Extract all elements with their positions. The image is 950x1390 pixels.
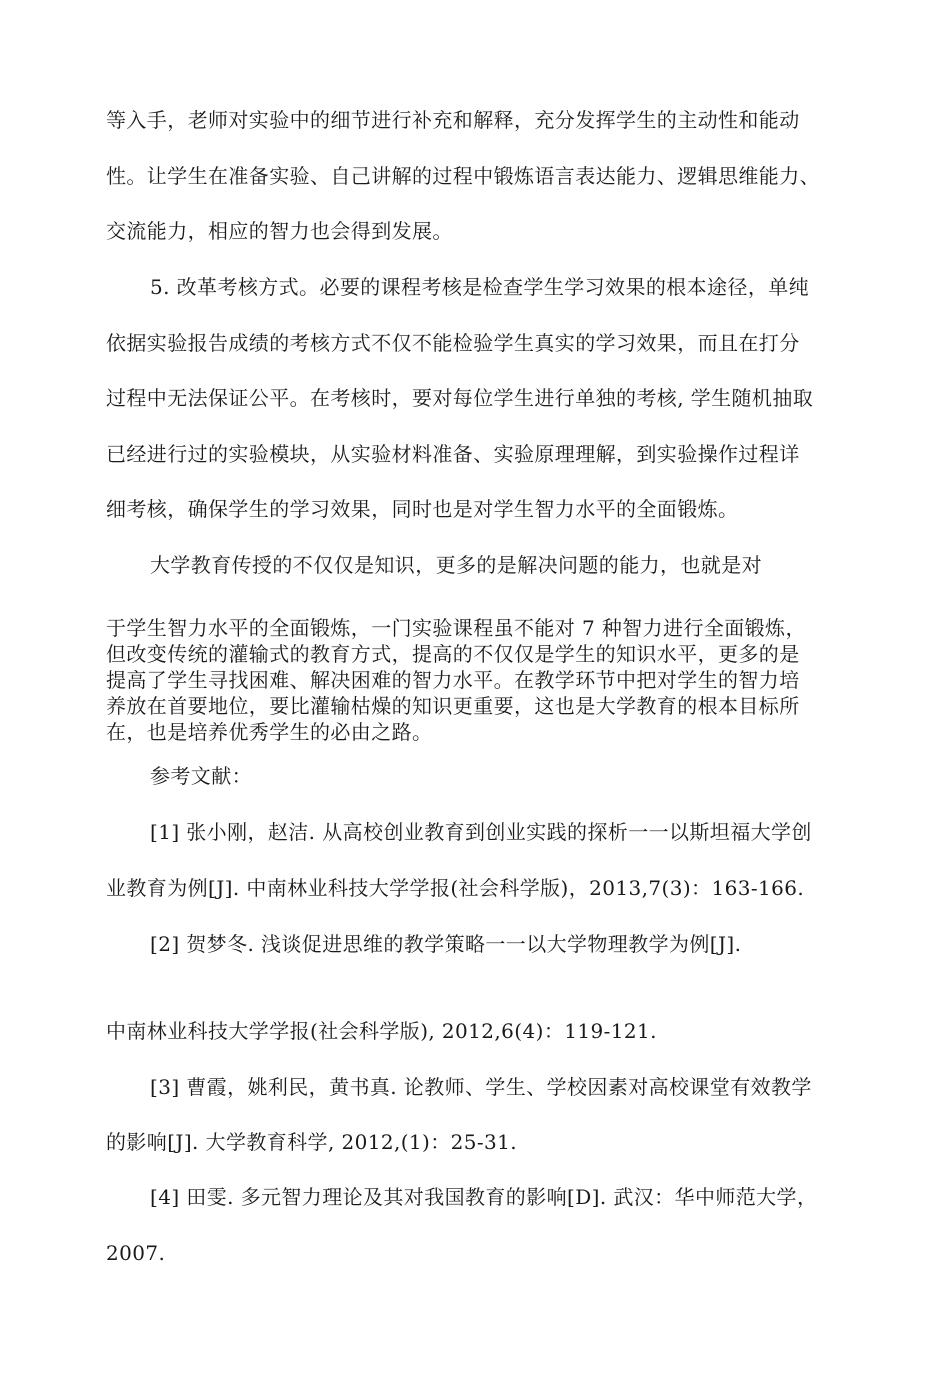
paragraph-3-line: 养放在首要地位，要比灌输枯燥的知识更重要，这也是大学教育的根本目标所 bbox=[106, 694, 800, 718]
paragraph-2-line-4: 已经进行过的实验模块，从实验材料准备、实验原理理解，到实验操作过程详 bbox=[106, 442, 800, 466]
reference-3-line-2: 的影响[J]. 大学教育科学, 2012,(1)：25-31. bbox=[106, 1130, 518, 1154]
paragraph-2-line-2: 依据实验报告成绩的考核方式不仅不能检验学生真实的学习效果，而且在打分 bbox=[106, 331, 800, 355]
paragraph-3-line: 提高了学生寻找困难、解决困难的智力水平。在教学环节中把对学生的智力培 bbox=[106, 668, 800, 692]
reference-4-line-2: 2007. bbox=[106, 1241, 166, 1265]
reference-3-line-1: [3] 曹霞，姚利民，黄书真. 论教师、学生、学校因素对高校课堂有效教学 bbox=[150, 1075, 812, 1099]
paragraph-3-line: 于学生智力水平的全面锻炼，一门实验课程虽不能对 7 种智力进行全面锻炼， bbox=[106, 616, 806, 640]
references-heading: 参考文献： bbox=[150, 764, 252, 788]
paragraph-1-line-1: 等入手，老师对实验中的细节进行补充和解释，充分发挥学生的主动性和能动 bbox=[106, 108, 800, 132]
paragraph-2-line-5: 细考核，确保学生的学习效果，同时也是对学生智力水平的全面锻炼。 bbox=[106, 497, 739, 521]
reference-2-line-1: [2] 贺梦冬. 浅谈促进思维的教学策略一一以大学物理教学为例[J]. bbox=[150, 932, 742, 956]
paragraph-3-first-line: 大学教育传授的不仅仅是知识，更多的是解决问题的能力，也就是对 bbox=[150, 553, 762, 577]
reference-1-line-1: [1] 张小刚，赵洁. 从高校创业教育到创业实践的探析一一以斯坦福大学创 bbox=[150, 820, 812, 844]
paragraph-2-line-1: 5. 改革考核方式。必要的课程考核是检查学生学习效果的根本途径，单纯 bbox=[150, 275, 810, 299]
paragraph-1-line-3: 交流能力，相应的智力也会得到发展。 bbox=[106, 219, 453, 243]
reference-4-line-1: [4] 田雯. 多元智力理论及其对我国教育的影响[D]. 武汉：华中师范大学， bbox=[150, 1185, 818, 1209]
paragraph-1-line-2: 性。让学生在准备实验、自己讲解的过程中锻炼语言表达能力、逻辑思维能力、 bbox=[106, 164, 820, 188]
reference-1-line-2: 业教育为例[J]. 中南林业科技大学学报(社会科学版)，2013,7(3)：163-166. bbox=[106, 876, 805, 900]
paragraph-3-line: 但改变传统的灌输式的教育方式，提高的不仅仅是学生的知识水平，更多的是 bbox=[106, 642, 800, 666]
paragraph-3-body bbox=[106, 615, 846, 745]
reference-2-line-2: 中南林业科技大学学报(社会科学版), 2012,6(4)：119-121. bbox=[106, 1019, 657, 1043]
paragraph-2-line-3: 过程中无法保证公平。在考核时，要对每位学生进行单独的考核, 学生随机抽取 bbox=[106, 386, 814, 410]
paragraph-3-line: 在，也是培养优秀学生的必由之路。 bbox=[106, 720, 433, 744]
